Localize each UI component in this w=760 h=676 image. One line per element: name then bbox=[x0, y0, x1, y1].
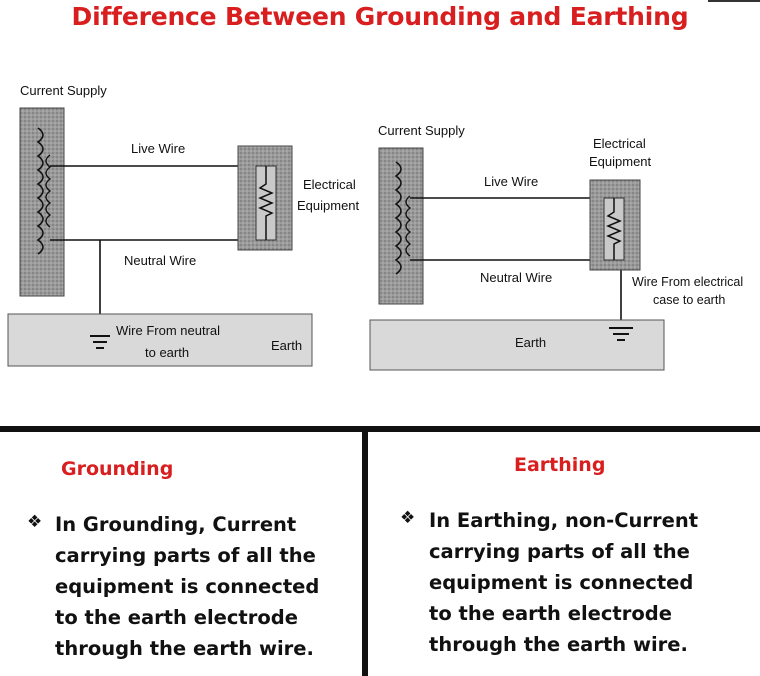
horizontal-divider bbox=[0, 426, 760, 432]
grounding-line: In Grounding, Current bbox=[55, 513, 297, 536]
earthing-line: to the earth electrode bbox=[429, 602, 672, 625]
grounding-heading: Grounding bbox=[61, 458, 174, 480]
right-diagram bbox=[370, 123, 743, 370]
earthing-line: In Earthing, non-Current bbox=[429, 509, 699, 532]
right-earth-wire-label-2: case to earth bbox=[653, 293, 726, 307]
right-supply-label: Current Supply bbox=[378, 123, 465, 138]
diamond-bullet-icon: ❖ bbox=[27, 512, 43, 532]
earthing-line: equipment is connected bbox=[429, 571, 694, 594]
page-title: Difference Between Grounding and Earthing bbox=[71, 2, 689, 31]
left-equipment-label-1: Electrical bbox=[303, 177, 356, 192]
earthing-line: through the earth wire. bbox=[429, 633, 688, 656]
grounding-line: through the earth wire. bbox=[55, 637, 314, 660]
left-supply-label: Current Supply bbox=[20, 83, 107, 98]
left-equipment-label-2: Equipment bbox=[297, 198, 360, 213]
earthing-line: carrying parts of all the bbox=[429, 540, 690, 563]
left-neutral-wire-label: Neutral Wire bbox=[124, 253, 197, 268]
left-diagram bbox=[8, 83, 360, 366]
vertical-divider bbox=[362, 426, 368, 676]
grounding-line: carrying parts of all the bbox=[55, 544, 316, 567]
right-live-wire-label: Live Wire bbox=[484, 174, 539, 189]
left-earth-wire-label-1: Wire From neutral bbox=[116, 323, 221, 338]
earthing-description bbox=[429, 505, 698, 660]
grounding-description bbox=[55, 509, 319, 664]
left-live-wire-label: Live Wire bbox=[131, 141, 186, 156]
right-earth-wire-label-1: Wire From electrical bbox=[632, 275, 744, 289]
left-earth-wire-label-2: to earth bbox=[145, 345, 190, 360]
diamond-bullet-icon: ❖ bbox=[400, 508, 416, 528]
right-neutral-wire-label: Neutral Wire bbox=[480, 270, 553, 285]
grounding-line: equipment is connected bbox=[55, 575, 320, 598]
right-earth-label: Earth bbox=[515, 335, 547, 350]
right-equipment-label-1: Electrical bbox=[593, 136, 646, 151]
left-earth-label: Earth bbox=[271, 338, 303, 353]
right-equipment-label-2: Equipment bbox=[589, 154, 652, 169]
grounding-line: to the earth electrode bbox=[55, 606, 298, 629]
earthing-heading: Earthing bbox=[514, 454, 606, 476]
